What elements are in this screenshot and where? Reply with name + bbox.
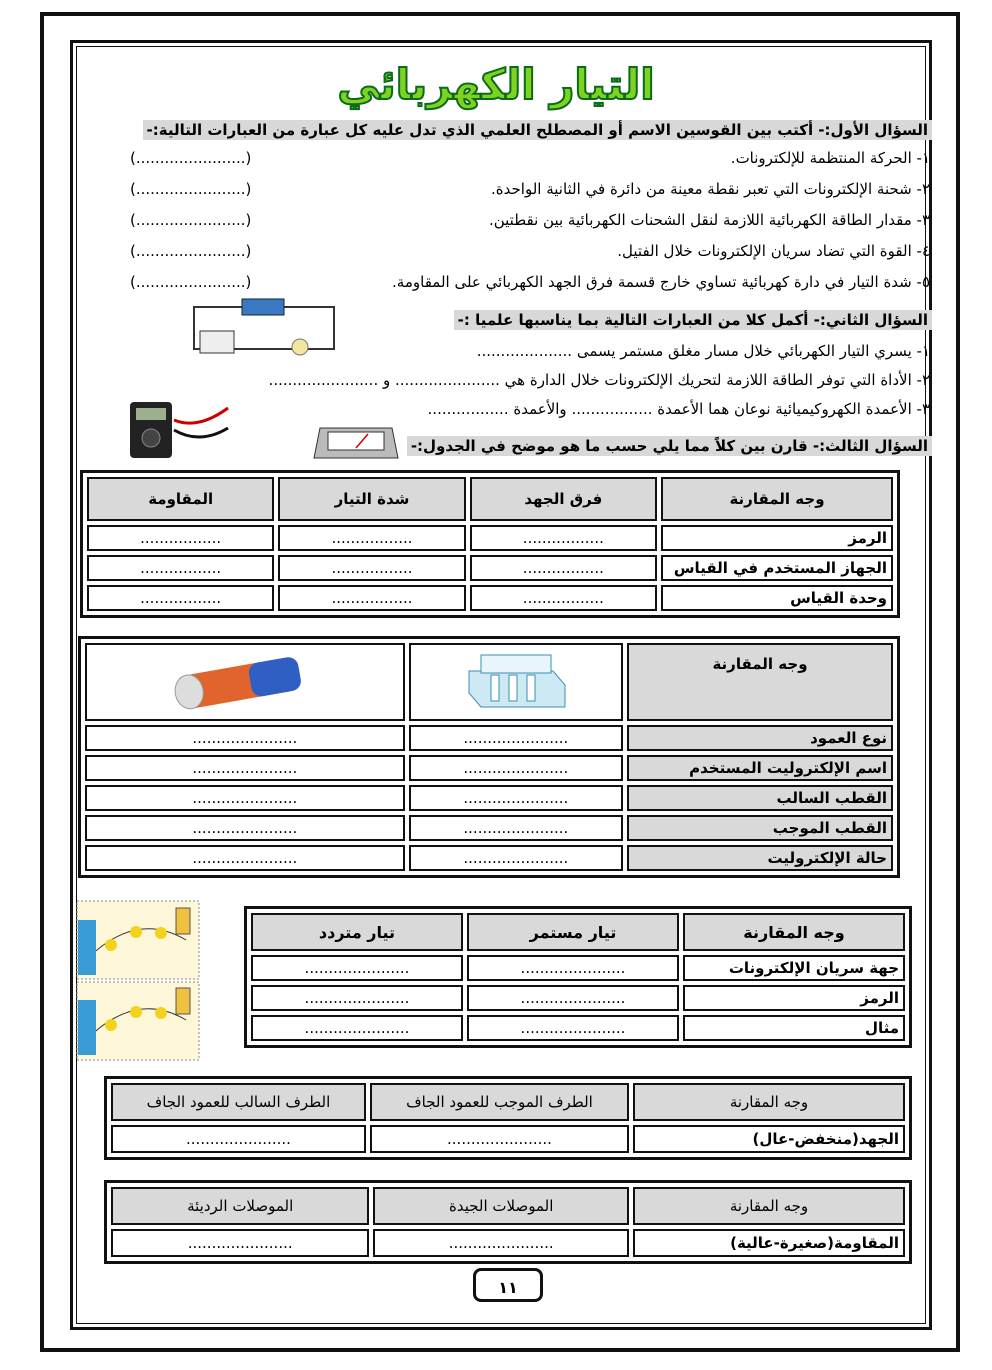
- table2-row-label: القطب الموجب: [627, 815, 893, 841]
- table5-header: الموصلات الرديئة: [111, 1187, 369, 1225]
- comparison-table-dc-ac: [244, 906, 912, 1048]
- q1-item-3: ٣- مقدار الطاقة الكهربائية اللازمة لنقل الشحنات الكهربائية بين نقطتين.: [488, 211, 930, 229]
- dry-cell-cell: [85, 643, 405, 721]
- comparison-table-cells: [78, 636, 900, 878]
- q2-item-1: ١- يسري التيار الكهربائي خلال مسار مغلق مستمر يسمى ....................: [476, 342, 930, 360]
- comparison-table-conductors: [104, 1180, 912, 1264]
- table1-header: شدة التيار: [278, 477, 465, 521]
- q1-item-2: ٢- شحنة الإلكترونات التي تعبر نقطة معينة من دائرة في الثانية الواحدة.: [491, 180, 930, 198]
- table1-cell[interactable]: .................: [470, 585, 657, 611]
- table5-cell[interactable]: ......................: [373, 1229, 629, 1257]
- table3-header: تيار متردد: [251, 913, 463, 951]
- table3-cell[interactable]: ......................: [467, 955, 679, 981]
- table2-cell[interactable]: ......................: [85, 815, 405, 841]
- table2-row-label: حالة الإلكتروليت: [627, 845, 893, 871]
- q1-answer-blank-5[interactable]: (.......................): [130, 273, 252, 291]
- q1-answer-blank-1[interactable]: (.......................): [130, 149, 252, 167]
- table3-cell[interactable]: ......................: [467, 1015, 679, 1041]
- table2-cell[interactable]: ......................: [409, 725, 623, 751]
- table2-header: وجه المقارنة: [627, 643, 893, 721]
- electron-flow-icon: [76, 900, 200, 1062]
- q1-heading: السؤال الأول:- أكتب بين القوسين الاسم أو المصطلح العلمي الذي تدل عليه كل عبارة من العبارات التالية:-: [143, 120, 932, 140]
- table2-cell[interactable]: ......................: [409, 785, 623, 811]
- table1-header: فرق الجهد: [470, 477, 657, 521]
- q2-item-2: ٢- الأداة التي توفر الطاقة اللازمة لتحريك الإلكترونات خلال الدارة هي ...................... و .......................: [268, 371, 930, 389]
- comparison-table-voltage-current-resistance: [80, 470, 900, 618]
- table3-cell[interactable]: ......................: [251, 985, 463, 1011]
- table5-cell[interactable]: ......................: [111, 1229, 369, 1257]
- table1-cell[interactable]: .................: [87, 525, 274, 551]
- circuit-diagram-icon: [190, 295, 340, 357]
- multimeter-icon: [128, 400, 233, 462]
- table4-cell[interactable]: ......................: [370, 1125, 629, 1153]
- table5-row-label: المقاومة(صغيرة-عالية): [633, 1229, 905, 1257]
- table1-cell[interactable]: .................: [87, 585, 274, 611]
- table1-cell[interactable]: .................: [278, 525, 465, 551]
- table2-cell[interactable]: ......................: [409, 815, 623, 841]
- q1-item-5: ٥- شدة التيار في دارة كهربائية تساوي خارج قسمة فرق الجهد الكهربائي على المقاومة.: [392, 273, 930, 291]
- table1-cell[interactable]: .................: [87, 555, 274, 581]
- table1-row-label: وحدة القياس: [661, 585, 893, 611]
- table2-cell[interactable]: ......................: [85, 785, 405, 811]
- table1-cell[interactable]: .................: [278, 555, 465, 581]
- car-battery-cell: [409, 643, 623, 721]
- table5-header: الموصلات الجيدة: [373, 1187, 629, 1225]
- table2-row-label: اسم الإلكتروليت المستخدم: [627, 755, 893, 781]
- table5-header: وجه المقارنة: [633, 1187, 905, 1225]
- q1-item-1: ١- الحركة المنتظمة للإلكترونات.: [730, 149, 930, 167]
- table3-cell[interactable]: ......................: [467, 985, 679, 1011]
- table1-row-label: الجهاز المستخدم في القياس: [661, 555, 893, 581]
- table3-header: وجه المقارنة: [683, 913, 905, 951]
- table2-cell[interactable]: ......................: [85, 755, 405, 781]
- table2-cell[interactable]: ......................: [409, 845, 623, 871]
- galvanometer-icon: [308, 420, 403, 462]
- page-title: التيار الكهربائي: [337, 60, 655, 109]
- table1-row-label: الرمز: [661, 525, 893, 551]
- table1-cell[interactable]: .................: [470, 525, 657, 551]
- table3-cell[interactable]: ......................: [251, 1015, 463, 1041]
- q1-answer-blank-4[interactable]: (.......................): [130, 242, 252, 260]
- table2-row-label: القطب السالب: [627, 785, 893, 811]
- table4-cell[interactable]: ......................: [111, 1125, 366, 1153]
- table2-cell[interactable]: ......................: [85, 845, 405, 871]
- table3-header: تيار مستمر: [467, 913, 679, 951]
- table3-row-label: مثال: [683, 1015, 905, 1041]
- table1-cell[interactable]: .................: [278, 585, 465, 611]
- table4-header: الطرف السالب للعمود الجاف: [111, 1083, 366, 1121]
- q1-answer-blank-2[interactable]: (.......................): [130, 180, 252, 198]
- table2-cell[interactable]: ......................: [85, 725, 405, 751]
- comparison-table-dry-cell-terminals: [104, 1076, 912, 1160]
- table2-row-label: نوع العمود: [627, 725, 893, 751]
- table1-header: وجه المقارنة: [661, 477, 893, 521]
- table4-header: وجه المقارنة: [633, 1083, 905, 1121]
- table2-cell[interactable]: ......................: [409, 755, 623, 781]
- table3-cell[interactable]: ......................: [251, 955, 463, 981]
- table4-row-label: الجهد(منخفض-عال): [633, 1125, 905, 1153]
- q2-item-3: ٣- الأعمدة الكهروكيميائية نوعان هما الأعمدة ................. والأعمدة .................: [427, 400, 930, 418]
- car-battery-icon: [461, 649, 571, 711]
- table3-row-label: الرمز: [683, 985, 905, 1011]
- table4-header: الطرف الموجب للعمود الجاف: [370, 1083, 629, 1121]
- q2-heading: السؤال الثاني:- أكمل كلا من العبارات التالية بما يناسبها علميا :-: [454, 310, 932, 330]
- q1-item-4: ٤- القوة التي تضاد سريان الإلكترونات خلال الفتيل.: [617, 242, 930, 260]
- dry-cell-icon: [160, 649, 330, 711]
- table1-header: المقاومة: [87, 477, 274, 521]
- q1-answer-blank-3[interactable]: (.......................): [130, 211, 252, 229]
- page-number: ١١: [473, 1268, 543, 1302]
- table3-row-label: جهة سريان الإلكترونات: [683, 955, 905, 981]
- q3-heading: السؤال الثالث:- قارن بين كلاً مما يلي حسب ما هو موضح في الجدول:-: [407, 436, 932, 456]
- table1-cell[interactable]: .................: [470, 555, 657, 581]
